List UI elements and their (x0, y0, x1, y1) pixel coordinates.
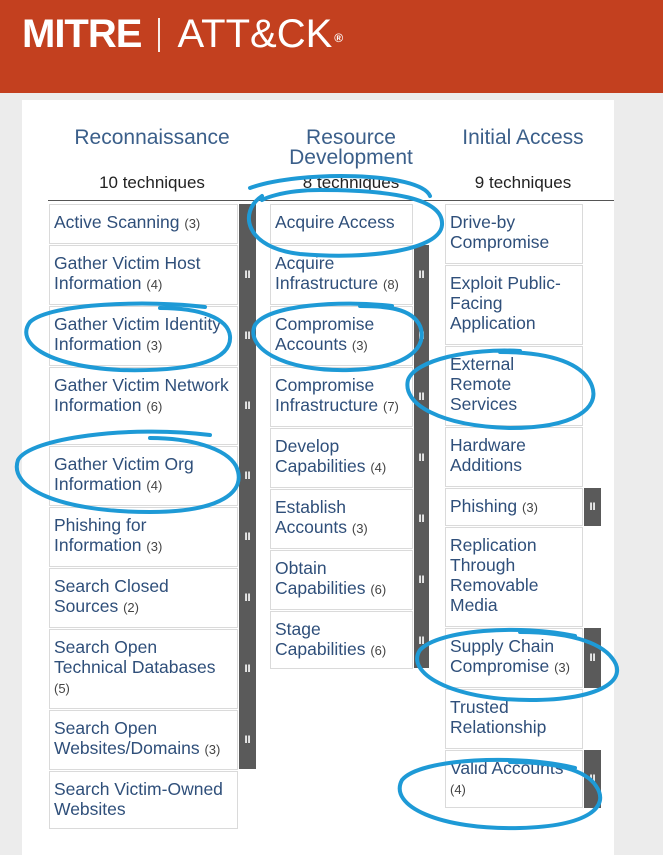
expand-handle-icon[interactable]: II (244, 663, 251, 675)
subtechnique-count: (3) (184, 216, 201, 231)
subtechnique-count: (3) (146, 539, 163, 554)
expand-handle-icon[interactable]: II (244, 470, 251, 482)
expand-handle-icon[interactable]: II (244, 531, 251, 543)
technique-cell[interactable] (270, 550, 413, 610)
logo-mitre-text: MITRE (22, 12, 142, 56)
technique-name: Drive-by Compromise (450, 212, 550, 252)
subtechnique-count: (3) (522, 500, 538, 515)
technique-cell[interactable] (270, 306, 413, 366)
technique-cell[interactable] (49, 367, 238, 445)
technique-name: Phishing for Information (54, 515, 147, 555)
technique-cell[interactable] (49, 771, 238, 829)
technique-name: Search Open Websites/Domains (54, 718, 200, 758)
expand-handle-icon[interactable]: II (418, 452, 425, 464)
technique-cell[interactable] (49, 446, 238, 506)
technique-name: Phishing (450, 496, 518, 516)
subtechnique-count: (6) (370, 643, 387, 658)
tactic-count-initial-access: 9 techniques (474, 173, 572, 192)
expand-handle-icon[interactable]: II (418, 574, 425, 586)
tactic-title-resource-development[interactable]: Resource Development (289, 126, 413, 169)
technique-name: Search Closed Sources (54, 576, 169, 616)
subtechnique-count: (3) (146, 338, 163, 353)
technique-name: Acquire Infrastructure (275, 253, 379, 293)
expand-handle-supply-chain[interactable]: II (584, 628, 601, 688)
technique-cell[interactable] (445, 628, 583, 688)
technique-cell[interactable] (49, 629, 238, 709)
header-divider (48, 200, 614, 201)
technique-name: Replication Through Removable Media (450, 535, 539, 615)
logo-attack-text: ATT&CK (177, 12, 333, 56)
technique-name: Compromise Infrastructure (275, 375, 379, 415)
expand-handle-icon[interactable]: II (244, 400, 251, 412)
expand-handle-icon[interactable]: II (418, 330, 425, 342)
subtechnique-count: (3) (204, 742, 221, 757)
technique-name: Supply Chain Compromise (450, 636, 555, 676)
expand-handle-icon[interactable]: II (244, 269, 251, 281)
subtechnique-count: (8) (382, 277, 399, 292)
technique-name: Active Scanning (54, 212, 180, 232)
technique-cell[interactable] (445, 204, 583, 264)
technique-cell[interactable] (445, 488, 583, 526)
subtechnique-count: (2) (123, 600, 139, 615)
technique-name: Stage Capabilities (275, 619, 366, 659)
tactic-title-initial-access[interactable]: Initial Access (462, 126, 584, 149)
technique-cell[interactable] (49, 245, 238, 305)
technique-cell[interactable] (49, 507, 238, 567)
technique-cell[interactable] (445, 265, 583, 345)
technique-name: Develop Capabilities (275, 436, 366, 476)
technique-name: External Remote Services (450, 354, 518, 414)
subtechnique-count: (4) (146, 478, 163, 493)
subtechnique-count: (4) (450, 782, 466, 797)
technique-name: Acquire Access (275, 212, 395, 232)
expand-handle-icon[interactable]: II (244, 734, 251, 746)
technique-name: Gather Victim Host Information (54, 253, 201, 293)
expand-handle-icon[interactable]: II (418, 513, 425, 525)
subtechnique-count: (4) (146, 277, 163, 292)
mitre-attack-logo[interactable] (22, 12, 342, 56)
expand-handle-valid-accounts[interactable]: II (584, 750, 601, 808)
technique-cell[interactable] (49, 710, 238, 770)
header-bar (0, 0, 663, 93)
expand-handle-icon[interactable]: II (418, 391, 425, 403)
technique-name: Exploit Public-Facing Application (450, 273, 561, 333)
technique-name: Gather Victim Identity Information (54, 314, 221, 354)
expand-handle-icon[interactable]: II (244, 330, 251, 342)
technique-cell[interactable] (445, 689, 583, 749)
technique-cell[interactable] (445, 346, 583, 426)
expand-handle-icon[interactable]: II (244, 592, 251, 604)
expand-handle-icon[interactable]: II (418, 269, 425, 281)
technique-cell[interactable] (270, 611, 413, 669)
logo-registered-mark: ® (334, 31, 343, 45)
technique-cell[interactable] (445, 750, 583, 808)
technique-cell[interactable] (270, 204, 413, 244)
subtechnique-count: (5) (54, 681, 70, 696)
subtechnique-count: (7) (382, 399, 399, 414)
expand-handle-phishing[interactable]: II (584, 488, 601, 526)
technique-name: Search Open Technical Databases (54, 637, 216, 677)
tactic-count-reconnaissance: 10 techniques (99, 173, 205, 192)
subtechnique-count: (6) (370, 582, 387, 597)
technique-name: Hardware Additions (450, 435, 526, 475)
technique-name: Search Victim-Owned Websites (54, 779, 223, 819)
technique-cell[interactable] (270, 428, 413, 488)
expand-handle-icon[interactable]: II (418, 635, 425, 647)
technique-name: Compromise Accounts (275, 314, 375, 354)
technique-name: Gather Victim Org Information (54, 454, 194, 494)
subtechnique-count: (4) (370, 460, 387, 475)
technique-name: Establish Accounts (275, 497, 347, 537)
technique-name: Valid Accounts (450, 758, 564, 778)
technique-name: Obtain Capabilities (275, 558, 366, 598)
technique-cell[interactable] (270, 489, 413, 549)
technique-cell[interactable] (445, 427, 583, 487)
logo-divider (158, 18, 160, 52)
technique-name: Trusted Relationship (450, 697, 547, 737)
technique-cell[interactable] (49, 306, 238, 366)
subtechnique-count: (3) (351, 521, 368, 536)
subtechnique-count: (3) (351, 338, 368, 353)
expand-subtechniques-handle[interactable] (239, 204, 256, 769)
technique-cell[interactable] (49, 204, 238, 244)
technique-cell[interactable] (445, 527, 583, 627)
technique-name: Gather Victim Network Information (54, 375, 229, 415)
tactic-count-resource-development: 8 techniques (302, 173, 400, 192)
subtechnique-count: (3) (554, 660, 570, 675)
technique-cell[interactable] (270, 367, 413, 427)
technique-cell[interactable] (270, 245, 413, 305)
tactic-title-reconnaissance[interactable]: Reconnaissance (74, 126, 230, 149)
technique-cell[interactable] (49, 568, 238, 628)
subtechnique-count: (6) (146, 399, 163, 414)
